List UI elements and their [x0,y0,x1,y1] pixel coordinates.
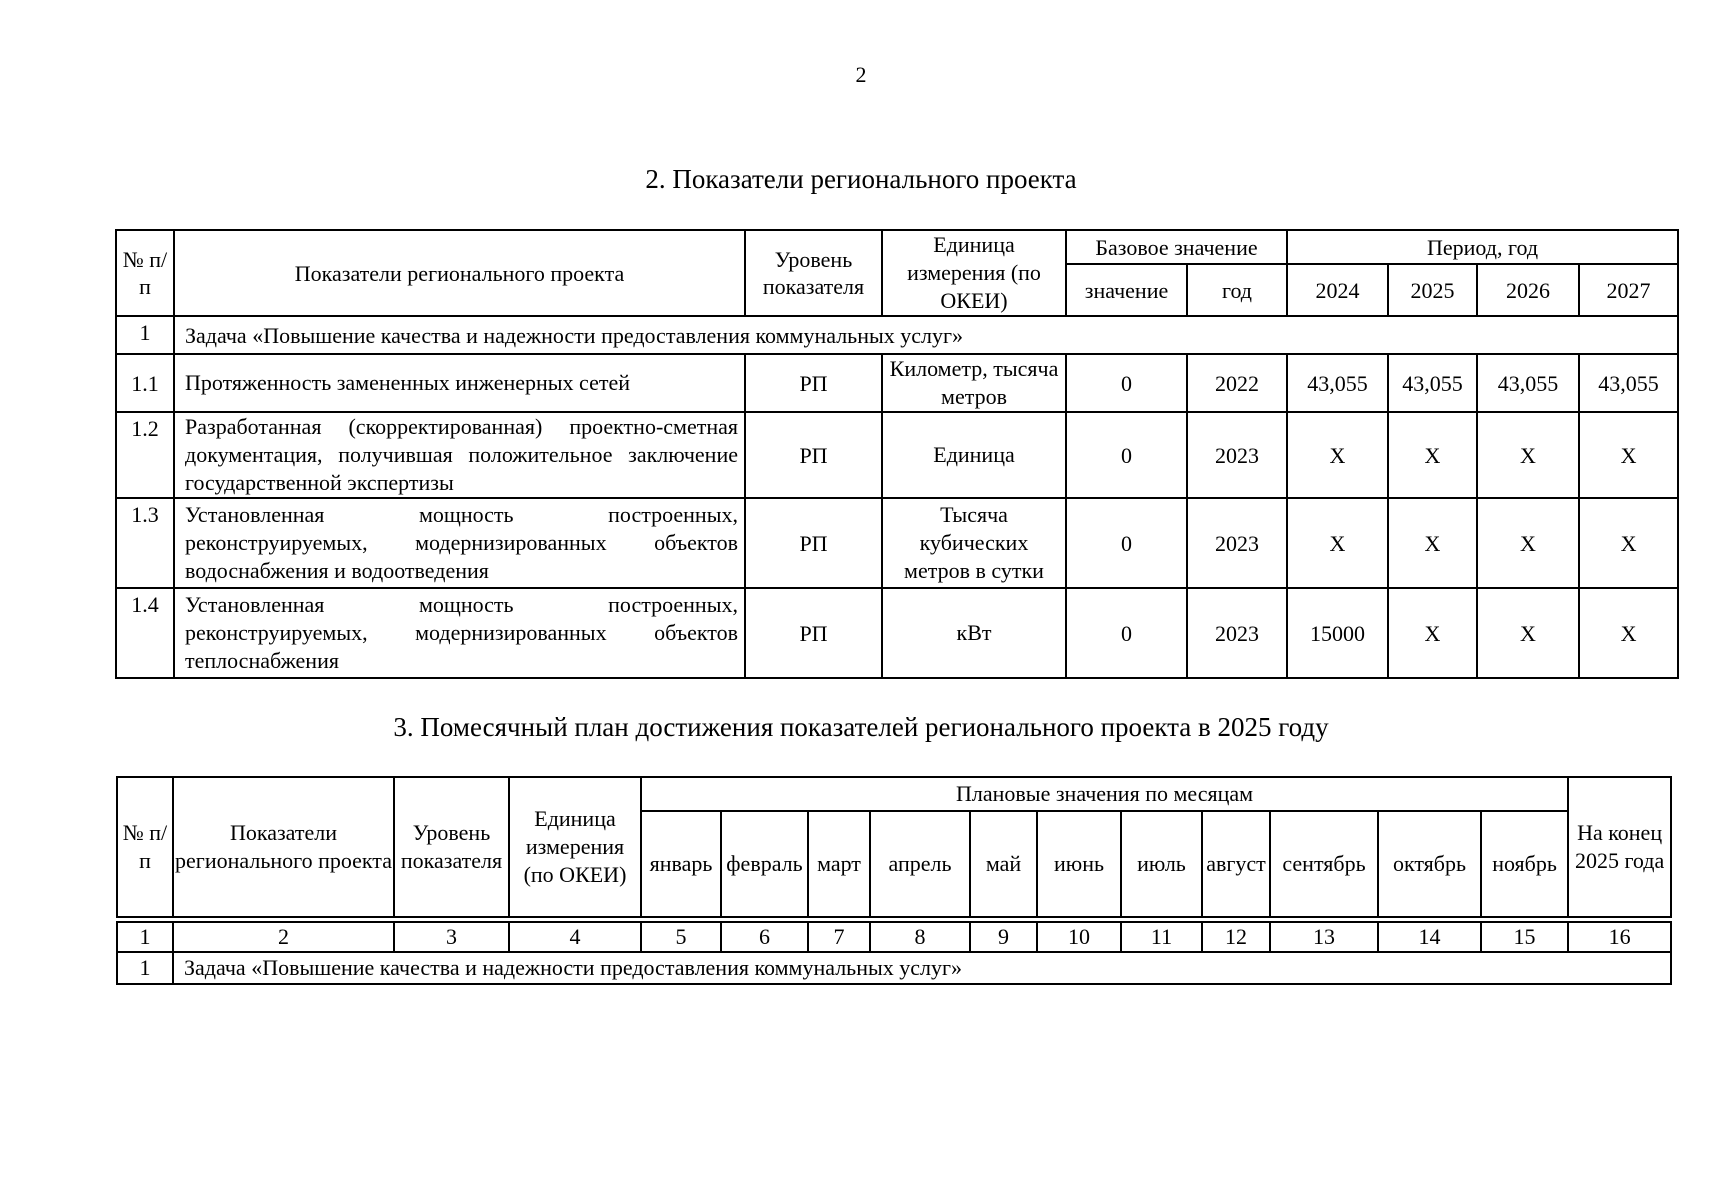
row-unit: кВт [882,588,1066,678]
row-indicator: Разработанная (скорректированная) проектно-сметная документация, получившая положительное заключение государственной экспертизы [174,412,745,498]
column-number: 10 [1037,922,1121,952]
header-unit: Единица измерения (по ОКЕИ) [509,777,641,917]
row-value-2026: X [1477,412,1579,498]
row-num: 1.3 [116,498,174,588]
task-text: Задача «Повышение качества и надежности предоставления коммунальных услуг» [174,316,1678,354]
task-row [116,316,1678,354]
task-row [117,952,1671,984]
column-number: 7 [808,922,870,952]
header-month-july: июль [1121,811,1202,917]
row-value-2025: 43,055 [1388,354,1477,412]
row-level: РП [745,412,882,498]
header-month-january: январь [641,811,721,917]
header-base-value: значение [1066,264,1187,316]
row-base-year: 2022 [1187,354,1287,412]
task-num: 1 [117,952,173,984]
table-row [116,498,1678,588]
row-value-2024: X [1287,498,1388,588]
header-end-of-year: На конец 2025 года [1568,777,1671,917]
column-number: 6 [721,922,808,952]
row-value-2027: 43,055 [1579,354,1678,412]
column-number: 11 [1121,922,1202,952]
header-month-may: май [970,811,1037,917]
row-indicator: Установленная мощность построенных, реконструируемых, модернизированных объектов теплоснабжения [174,588,745,678]
column-number: 12 [1202,922,1270,952]
column-number: 5 [641,922,721,952]
row-value-2027: X [1579,412,1678,498]
header-month-june: июнь [1037,811,1121,917]
header-month-november: ноябрь [1481,811,1568,917]
row-value-2025: X [1388,498,1477,588]
header-indicator: Показатели регионального проекта [173,777,394,917]
monthly-plan-table [116,776,1672,985]
row-value-2025: X [1388,588,1477,678]
row-value-2026: X [1477,588,1579,678]
row-num: 1.4 [116,588,174,678]
row-indicator: Установленная мощность построенных, реконструируемых, модернизированных объектов водоснабжения и водоотведения [174,498,745,588]
row-level: РП [745,498,882,588]
row-base-value: 0 [1066,354,1187,412]
row-base-year: 2023 [1187,498,1287,588]
row-base-year: 2023 [1187,412,1287,498]
header-level: Уровень показателя [394,777,509,917]
column-number: 4 [509,922,641,952]
section-2-title: 2. Показатели регионального проекта [645,164,1077,194]
header-month-february: февраль [721,811,808,917]
row-unit: Единица [882,412,1066,498]
header-base: Базовое значение [1066,230,1287,264]
header-year-2024: 2024 [1287,264,1388,316]
column-number: 8 [870,922,970,952]
row-value-2027: X [1579,498,1678,588]
header-month-april: апрель [870,811,970,917]
row-num: 1.1 [116,354,174,412]
row-base-year: 2023 [1187,588,1287,678]
row-value-2025: X [1388,412,1477,498]
column-number: 14 [1378,922,1481,952]
task-text: Задача «Повышение качества и надежности предоставления коммунальных услуг» [173,952,1671,984]
table-row [116,412,1678,498]
page-number: 2 [855,62,867,87]
row-value-2026: X [1477,498,1579,588]
table-row [116,354,1678,412]
column-number: 9 [970,922,1037,952]
row-value-2027: X [1579,588,1678,678]
column-number: 13 [1270,922,1378,952]
header-base-year: год [1187,264,1287,316]
header-month-september: сентябрь [1270,811,1378,917]
column-number: 1 [117,922,173,952]
row-value-2024: X [1287,412,1388,498]
header-period: Период, год [1287,230,1678,264]
row-level: РП [745,588,882,678]
header-month-august: август [1202,811,1270,917]
column-numbers-row [117,922,1671,952]
task-num: 1 [116,316,174,354]
header-unit: Единица измерения (по ОКЕИ) [882,230,1066,316]
section-3-title: 3. Помесячный план достижения показателей регионального проекта в 2025 году [393,712,1329,742]
column-number: 16 [1568,922,1671,952]
indicators-table [115,229,1679,679]
column-number: 15 [1481,922,1568,952]
row-level: РП [745,354,882,412]
column-number: 2 [173,922,394,952]
row-value-2026: 43,055 [1477,354,1579,412]
header-year-2027: 2027 [1579,264,1678,316]
header-year-2025: 2025 [1388,264,1477,316]
row-unit: Тысяча кубических метров в сутки [882,498,1066,588]
table-row [116,588,1678,678]
row-unit: Километр, тысяча метров [882,354,1066,412]
header-month-october: октябрь [1378,811,1481,917]
row-num: 1.2 [116,412,174,498]
header-num: № п/п [117,777,173,917]
header-planned: Плановые значения по месяцам [641,777,1568,811]
row-base-value: 0 [1066,498,1187,588]
row-base-value: 0 [1066,588,1187,678]
row-indicator: Протяженность замененных инженерных сетей [174,354,745,412]
row-base-value: 0 [1066,412,1187,498]
header-month-march: март [808,811,870,917]
header-level: Уровень показателя [745,230,882,316]
header-indicator: Показатели регионального проекта [174,230,745,316]
header-num: № п/п [116,230,174,316]
header-year-2026: 2026 [1477,264,1579,316]
column-number: 3 [394,922,509,952]
row-value-2024: 43,055 [1287,354,1388,412]
row-value-2024: 15000 [1287,588,1388,678]
